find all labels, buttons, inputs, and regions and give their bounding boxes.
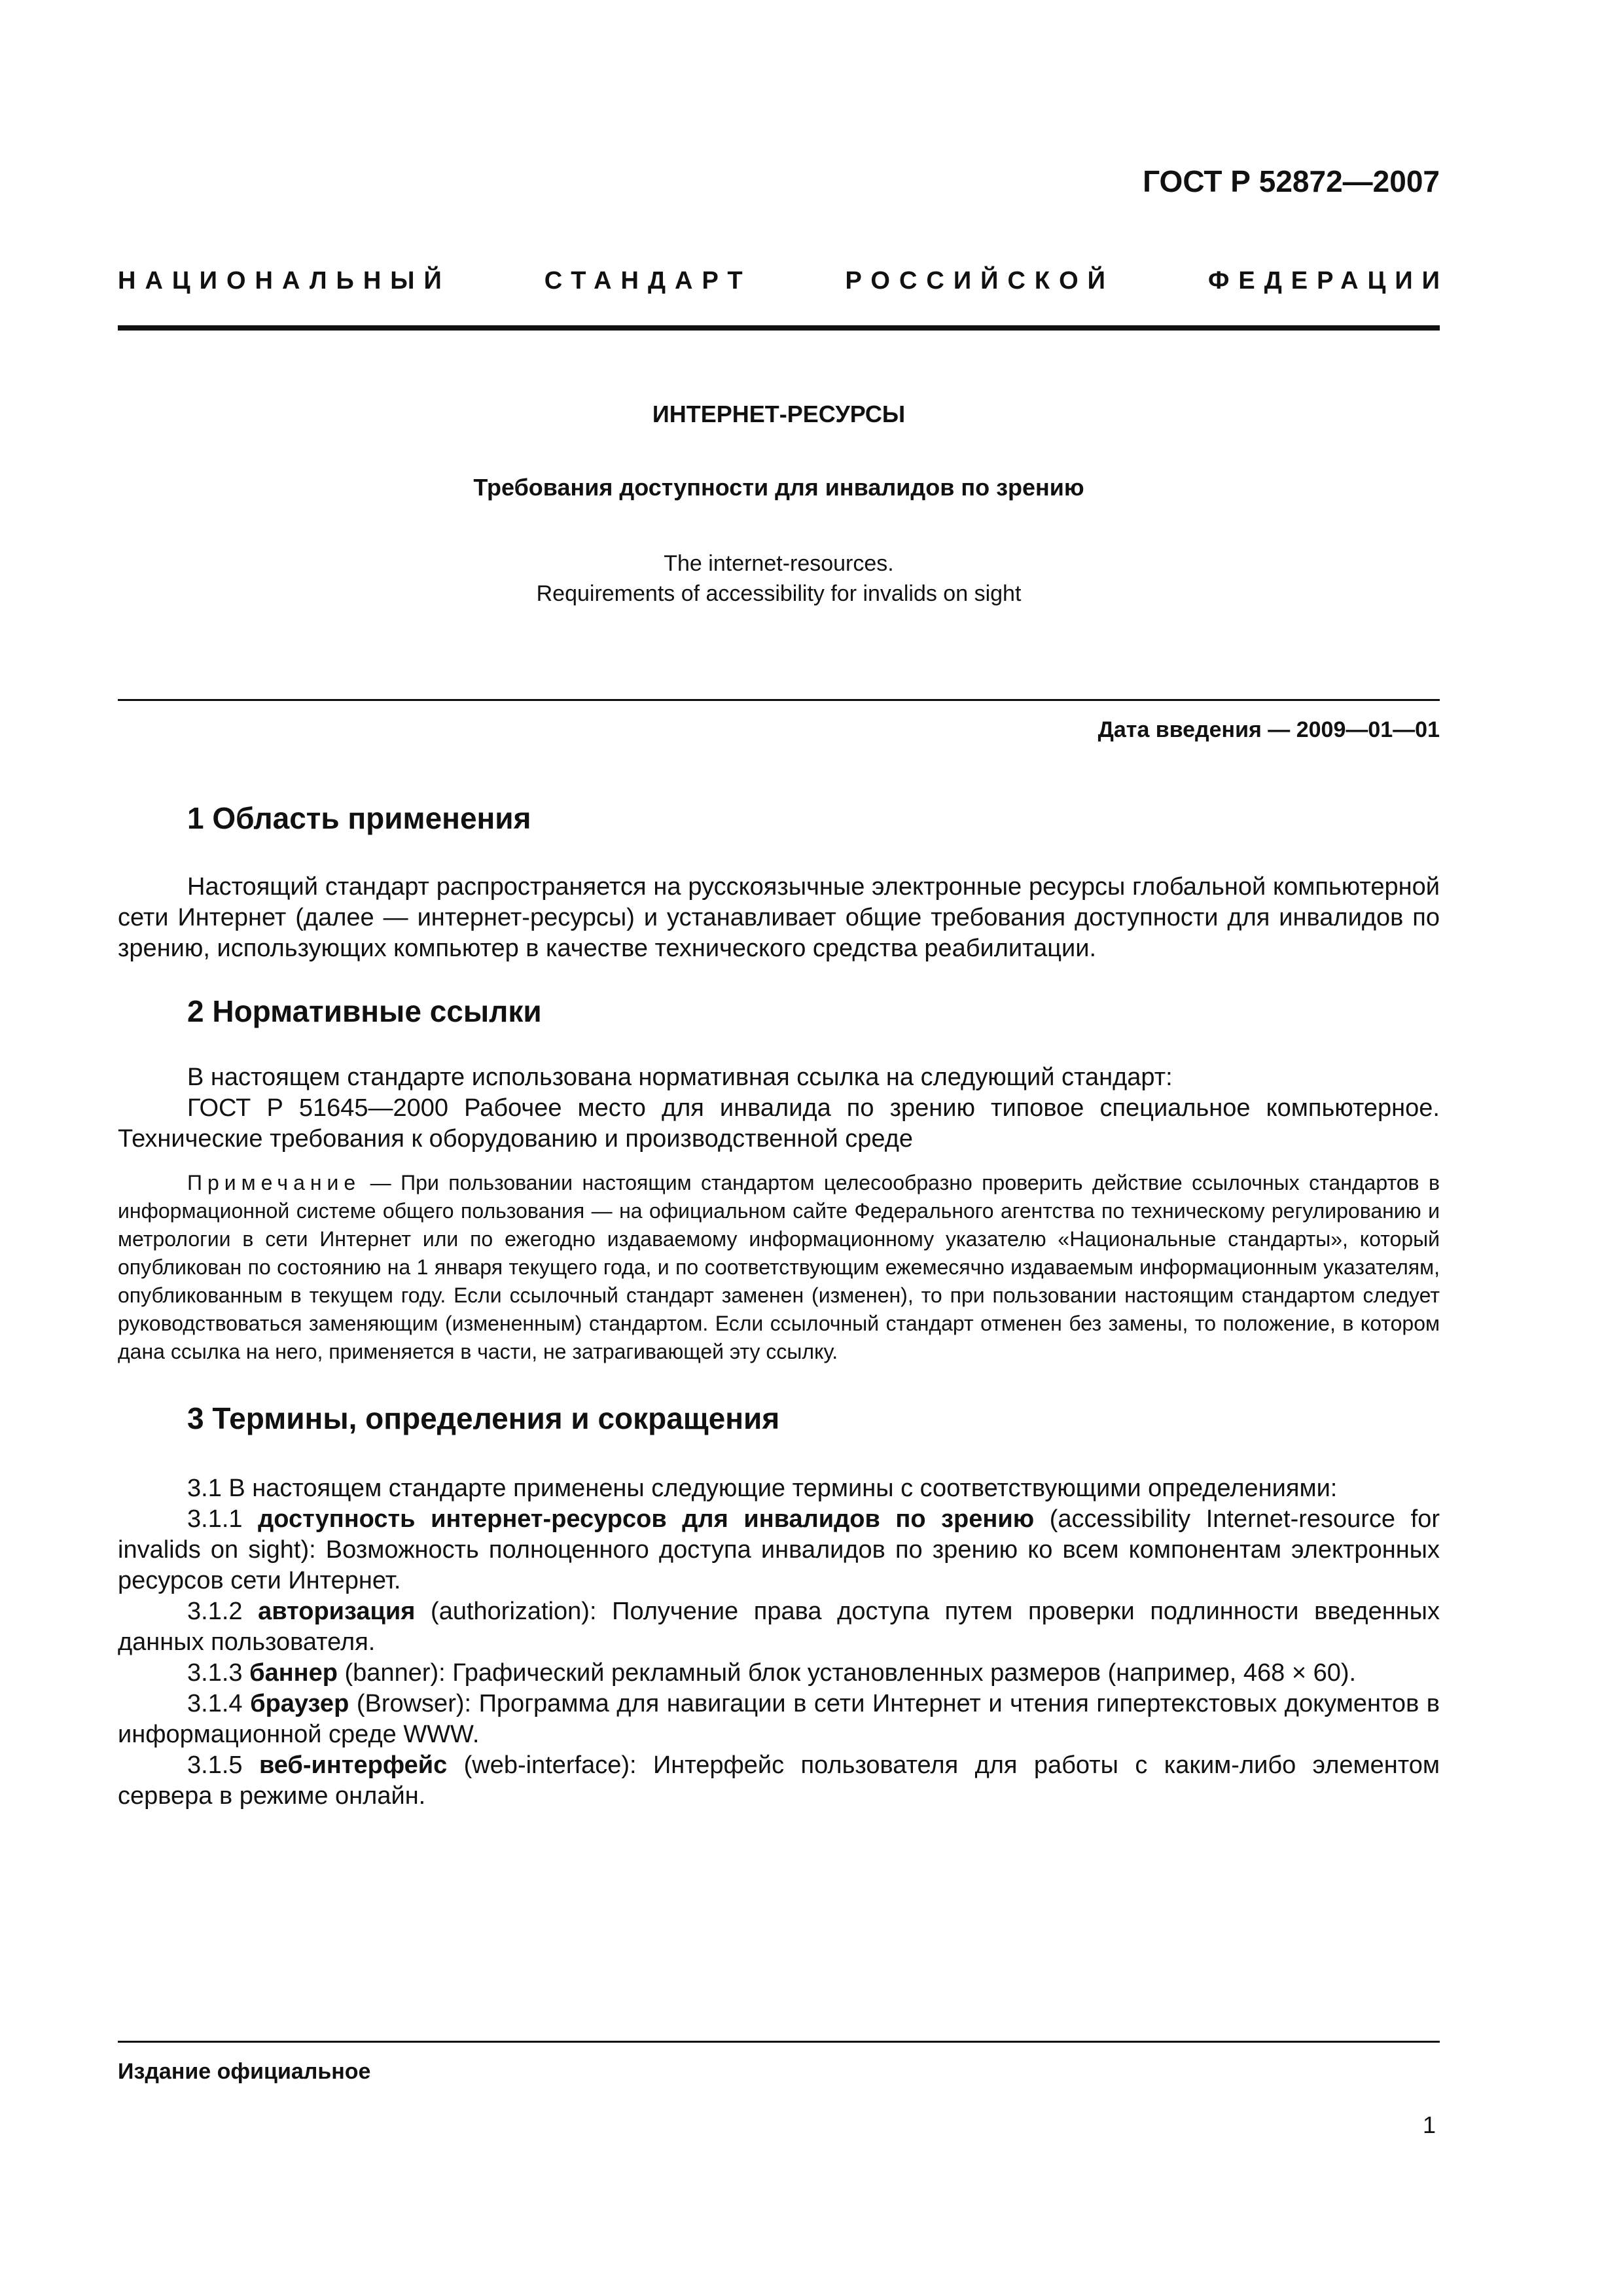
term-text: (web-interface): Интерфейс пользователя для работы с каким-либо элементом сервера в режиме онлайн. xyxy=(118,1751,1440,1810)
english-title xyxy=(118,548,1440,609)
section-2-note xyxy=(118,1169,1440,1366)
note-label: Примечание xyxy=(187,1171,361,1194)
document-body xyxy=(118,798,1440,1812)
term-name: доступность интернет-ресурсов для инвалидов по зрению xyxy=(258,1505,1035,1533)
national-title-word: ФЕДЕРАЦИИ xyxy=(1207,267,1449,295)
document-code: ГОСТ Р 52872—2007 xyxy=(1143,164,1440,198)
document-subtitle: Требования доступности для инвалидов по зрению xyxy=(473,474,1084,501)
term-name: баннер xyxy=(249,1659,338,1687)
term-text: (Browser): Программа для навигации в сети Интернет и чтения гипертекстовых документов в информационной среде WWW. xyxy=(118,1690,1440,1748)
page-number: 1 xyxy=(1422,2111,1436,2138)
term-number: 3.1.4 xyxy=(187,1690,243,1717)
term-definition xyxy=(118,1504,1440,1596)
section-2-intro: В настоящем стандарте использована нормативная ссылка на следующий стандарт: xyxy=(187,1064,1173,1091)
document-title: ИНТЕРНЕТ-РЕСУРСЫ xyxy=(652,401,906,427)
header-divider xyxy=(118,325,1440,331)
section-3-heading: 3 Термины, определения и сокращения xyxy=(187,1401,780,1435)
note-text: — При пользовании настоящим стандартом целесообразно проверить действие ссылочных стандартов в информационной системе общего пользования — на официальном сайте Федерального агентства по техническому регулированию и метрологии в сети Интернет или по ежегодно издаваемому информационному указателю «Национальные стандарты», который опубликован по состоянию на 1 января текущего года, и по соответствующим ежемесячно издаваемым информационным указателям, опубликованным в текущем году. Если ссылочный стандарт заменен (изменен), то при пользовании настоящим стандартом следует руководствоваться заменяющим (измененным) стандартом. Если ссылочный стандарт отменен без замены, то положение, в котором дана ссылка на него, применяется в части, не затрагивающей эту ссылку. xyxy=(118,1171,1440,1363)
term-definition xyxy=(118,1596,1440,1658)
term-number: 3.1.1 xyxy=(187,1505,243,1533)
edition-label: Издание официальное xyxy=(118,2059,371,2084)
section-2-heading: 2 Нормативные ссылки xyxy=(187,994,542,1028)
national-title-word: РОССИЙСКОЙ xyxy=(845,267,1115,295)
term-text: (authorization): Получение права доступа путем проверки подлинности введенных данных пользователя. xyxy=(118,1598,1440,1656)
term-definition xyxy=(118,1750,1440,1812)
section-1-heading: 1 Область применения xyxy=(187,801,531,835)
section-3-intro: 3.1 В настоящем стандарте применены следующие термины с соответствующими определениями: xyxy=(187,1475,1338,1502)
document-page xyxy=(118,0,1449,2296)
english-title-line-1: The internet-resources. xyxy=(664,551,894,576)
english-title-line-2: Requirements of accessibility for invalids on sight xyxy=(536,581,1022,606)
term-text: (banner): Графический рекламный блок установленных размеров (например, 468 × 60). xyxy=(337,1659,1357,1687)
term-definition xyxy=(118,1658,1440,1689)
term-name: браузер xyxy=(250,1690,349,1717)
term-number: 3.1.5 xyxy=(187,1751,243,1779)
section-2-reference: ГОСТ Р 51645—2000 Рабочее место для инвалида по зрению типовое специальное компьютерное. Технические требования к оборудованию и производственной среде xyxy=(118,1094,1440,1153)
term-definition xyxy=(118,1689,1440,1750)
term-number: 3.1.3 xyxy=(187,1659,243,1687)
footer-divider xyxy=(118,2041,1440,2043)
national-title-word: СТАНДАРТ xyxy=(544,267,752,295)
national-title-word: НАЦИОНАЛЬНЫЙ xyxy=(118,267,451,295)
section-1-text: Настоящий стандарт распространяется на русскоязычные электронные ресурсы глобальной компьютерной сети Интернет (далее — интернет-ресурсы) и устанавливает общие требования доступности для инвалидов по зрению, использующих компьютер в качестве технического средства реабилитации. xyxy=(118,873,1440,962)
term-number: 3.1.2 xyxy=(187,1598,243,1625)
term-name: авторизация xyxy=(258,1598,416,1625)
term-text: (accessibility Internet-resource for invalids on sight): Возможность полноценного доступа инвалидов по зрению ко всем компонентам электронных ресурсов сети Интернет. xyxy=(118,1505,1440,1594)
introduction-date: Дата введения — 2009—01—01 xyxy=(1097,717,1440,742)
national-standard-title xyxy=(118,267,1449,295)
term-name: веб-интерфейс xyxy=(259,1751,448,1779)
title-divider xyxy=(118,699,1440,701)
